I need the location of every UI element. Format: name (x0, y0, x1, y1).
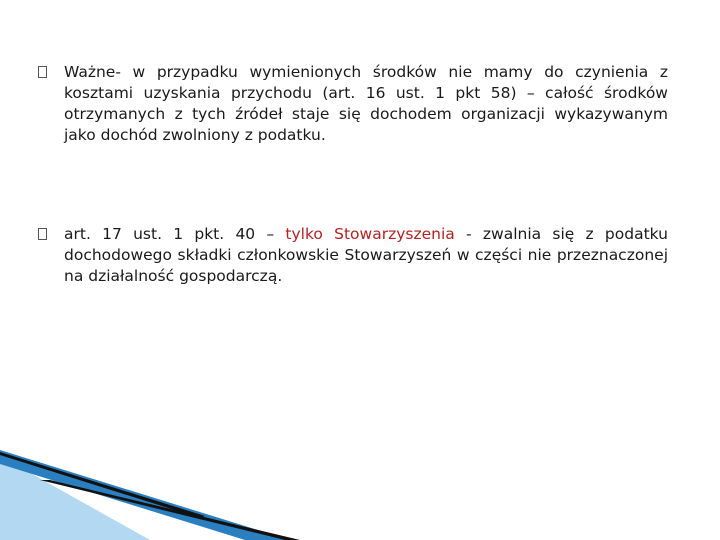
bullet-square-icon (38, 228, 47, 240)
highlighted-phrase: tylko Stowarzyszenia (285, 225, 455, 243)
bullet-text-suffix: - zwalnia się z podatku dochodowego składki członkowskie Stowarzyszeń w części nie przeznaczonej na działalność gospodarczą. (64, 225, 668, 285)
bullet-text (64, 224, 668, 287)
bullet-text: Ważne- w przypadku wymienionych środków nie mamy do czynienia z kosztami uzyskania przychodu (art. 16 ust. 1 pkt 58) – całość środków otrzymanych z tych źródeł staje się dochodem organizacji wykazywanym jako dochód zwolniony z podatku. (64, 63, 668, 144)
decorative-corner-swoosh (0, 450, 300, 540)
bullet-item (38, 224, 668, 287)
bullet-text-prefix: art. 17 ust. 1 pkt. 40 – (64, 225, 286, 243)
bullet-item (38, 62, 668, 146)
bullet-square-icon (38, 66, 47, 78)
